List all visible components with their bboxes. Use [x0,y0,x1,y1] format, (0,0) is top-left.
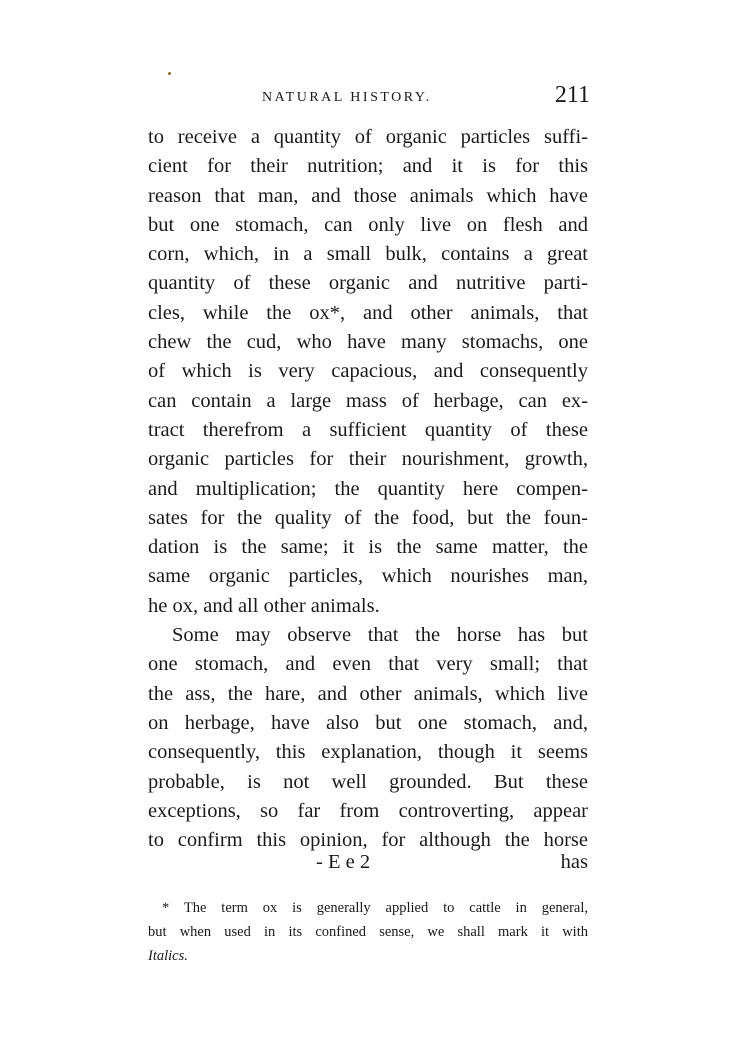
catchword: has [560,851,588,873]
text-line: cient for their nutrition; and it is for this [148,155,588,178]
footnote-line: but when used in its confined sense, we shall mark it with [148,924,588,940]
text-line: of which is very capacious, and consequently [148,360,588,383]
text-line: sates for the quality of the food, but the foun- [148,506,588,529]
footnote-line: * The term ox is generally applied to cattle in general, [162,900,588,916]
catch-row [148,851,588,879]
text-line: chew the cud, who have many stomachs, one [148,331,588,354]
text-line: cles, while the ox*, and other animals, that [148,301,588,324]
text-line: exceptions, so far from controverting, appear [148,799,588,822]
text-line: reason that man, and those animals which have [148,184,588,207]
text-line: consequently, this explanation, though it seems [148,741,588,764]
text-line: corn, which, in a small bulk, contains a great [148,243,588,266]
text-line: the ass, the hare, and other animals, which live [148,682,588,705]
footnote [148,896,588,968]
text-line: but one stomach, can only live on flesh and [148,213,588,236]
text-line: on herbage, have also but one stomach, and, [148,711,588,734]
text-line: probable, is not well grounded. But these [148,770,588,793]
running-head [150,84,590,114]
signature-mark: - E e 2 [316,851,371,873]
text-line: dation is the same; it is the same matter, the [148,536,588,559]
text-line: tract therefrom a sufficient quantity of these [148,418,588,441]
text-line: same organic particles, which nourishes man, [148,565,588,588]
text-line: organic particles for their nourishment, growth, [148,448,588,471]
paragraph-end-line: he ox, and all other animals. [148,594,380,617]
footnote-line: Italics. [148,948,188,964]
text-line: to receive a quantity of organic particles suffi- [148,126,588,148]
page-number: 211 [554,82,590,108]
body-text [148,123,588,855]
running-title: NATURAL HISTORY. [262,90,432,105]
paper-speck [168,72,171,75]
text-line: quantity of these organic and nutritive parti- [148,272,588,295]
text-line: to confirm this opinion, for although the horse [148,829,588,852]
text-line: can contain a large mass of herbage, can ex- [148,389,588,412]
paragraph-start-line: Some may observe that the horse has but [172,624,588,647]
text-line: one stomach, and even that very small; that [148,653,588,676]
text-line: and multiplication; the quantity here compen- [148,477,588,500]
